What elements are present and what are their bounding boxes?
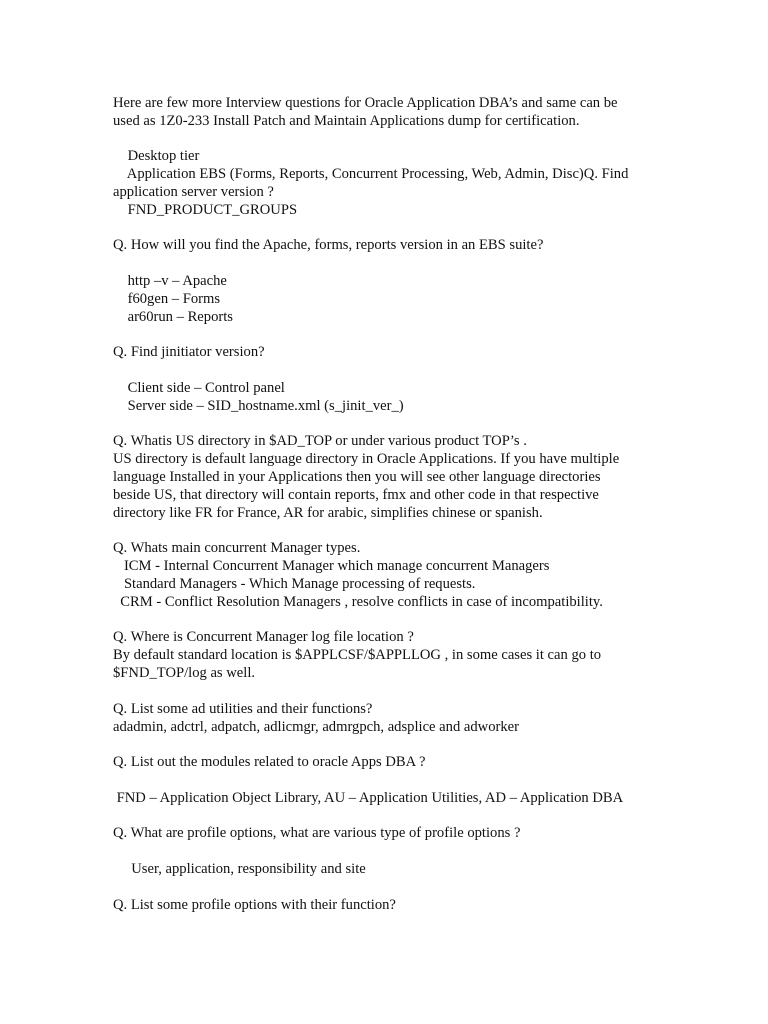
- answer-line: By default standard location is $APPLCSF/$APPLLOG , in some cases it can go to: [113, 647, 602, 663]
- answer-line: beside US, that directory will contain reports, fmx and other code in that respective: [113, 487, 599, 503]
- answer-line: Client side – Control panel: [113, 380, 285, 396]
- question-line: Q. Find jinitiator version?: [113, 344, 265, 360]
- answer-line: f60gen – Forms: [113, 291, 221, 307]
- answer-line: US directory is default language directory in Oracle Applications. If you have multiple: [113, 451, 620, 467]
- answer-line: $FND_TOP/log as well.: [113, 665, 256, 681]
- answer-line: http –v – Apache: [113, 273, 227, 289]
- answer-line: Standard Managers - Which Manage processing of requests.: [113, 576, 476, 592]
- answer-line: ICM - Internal Concurrent Manager which manage concurrent Managers: [113, 558, 550, 574]
- answer-line: adadmin, adctrl, adpatch, adlicmgr, admrgpch, adsplice and adworker: [113, 719, 519, 735]
- intro-line-2: used as 1Z0-233 Install Patch and Maintain Applications dump for certification.: [113, 113, 580, 129]
- question-line: Q. Where is Concurrent Manager log file location ?: [113, 629, 414, 645]
- answer-line: FND – Application Object Library, AU – Application Utilities, AD – Application DBA: [113, 790, 624, 806]
- text-line: FND_PRODUCT_GROUPS: [113, 202, 298, 218]
- question-line: Q. How will you find the Apache, forms, reports version in an EBS suite?: [113, 237, 544, 253]
- answer-line: directory like FR for France, AR for arabic, simplifies chinese or spanish.: [113, 505, 543, 521]
- question-line: Q. Whatis US directory in $AD_TOP or under various product TOP’s .: [113, 433, 527, 449]
- question-line: Q. What are profile options, what are various type of profile options ?: [113, 825, 521, 841]
- question-line: Q. Whats main concurrent Manager types.: [113, 540, 361, 556]
- answer-line: ar60run – Reports: [113, 309, 233, 325]
- answer-line: language Installed in your Applications then you will see other language directories: [113, 469, 601, 485]
- text-line: Desktop tier: [113, 148, 200, 164]
- question-line: Q. List some ad utilities and their functions?: [113, 701, 373, 717]
- question-line: Q. List out the modules related to oracle Apps DBA ?: [113, 754, 426, 770]
- answer-line: User, application, responsibility and site: [113, 861, 366, 877]
- answer-line: Server side – SID_hostname.xml (s_jinit_ver_): [113, 398, 404, 414]
- intro-line-1: Here are few more Interview questions for Oracle Application DBA’s and same can be: [113, 95, 618, 111]
- answer-line: CRM - Conflict Resolution Managers , resolve conflicts in case of incompatibility.: [113, 594, 603, 610]
- question-line: Q. List some profile options with their function?: [113, 897, 396, 913]
- text-line: Application EBS (Forms, Reports, Concurrent Processing, Web, Admin, Disc)Q. Find: [113, 166, 629, 182]
- text-line: application server version ?: [113, 184, 274, 200]
